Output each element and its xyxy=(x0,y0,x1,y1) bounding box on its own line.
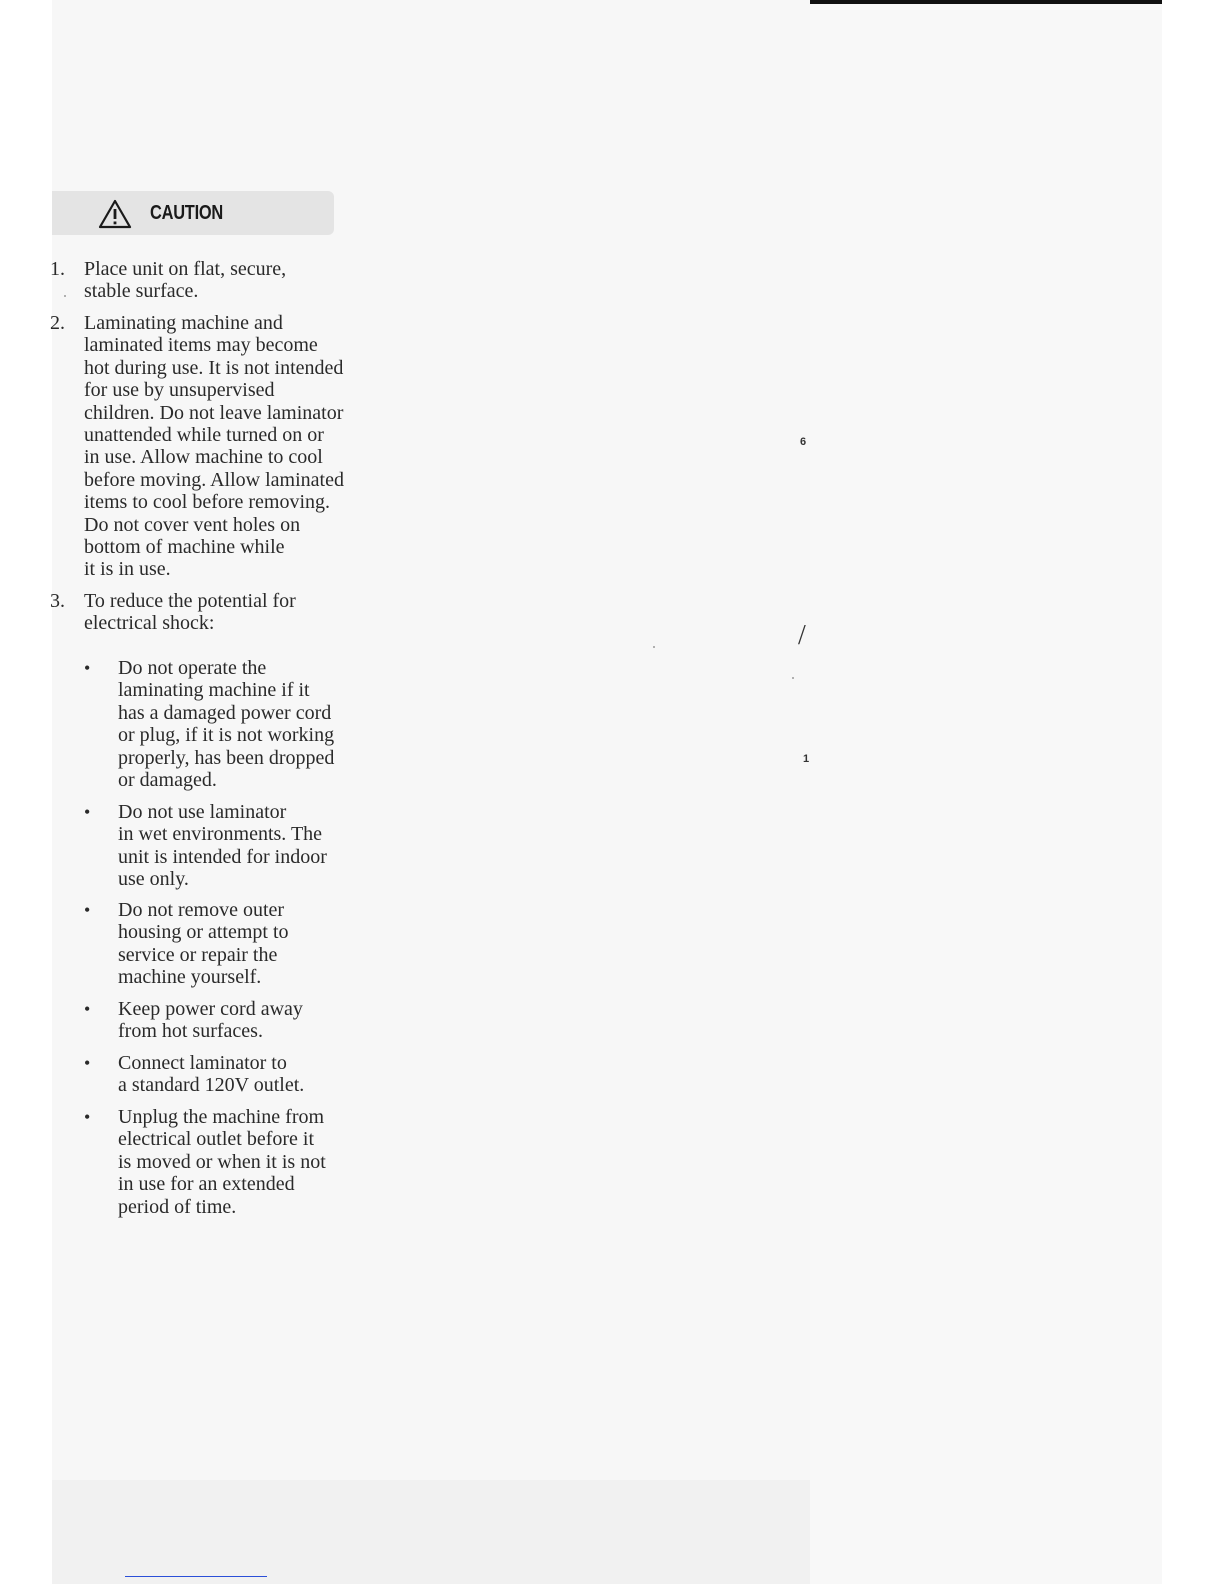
footer-link-underline xyxy=(125,1576,267,1577)
bullet-item-5: Connect laminator to a standard 120V outlet. xyxy=(118,1052,305,1097)
top-rule xyxy=(810,0,1162,4)
bullet-marker: • xyxy=(84,900,91,920)
item-number-2: 2. xyxy=(50,312,65,334)
item-number-1: 1. xyxy=(50,258,65,280)
item-text-1: Place unit on flat, secure, stable surface. xyxy=(84,258,287,303)
bullet-marker: • xyxy=(84,999,91,1019)
item-text-2: Laminating machine and laminated items may become hot during use. It is not intended for use by unsupervised children. Do not leave laminator unattended while turned on or in use. Allow machine to cool before moving. Allow laminated items to cool before removing. Do not cover vent holes on bottom of machine while it is in use. xyxy=(84,312,344,581)
bullet-marker: • xyxy=(84,658,91,678)
scan-speck xyxy=(653,646,655,648)
right-margin xyxy=(1162,0,1224,1584)
bottom-band xyxy=(52,1480,810,1584)
warning-triangle-icon xyxy=(98,199,132,229)
bullet-marker: • xyxy=(84,802,91,822)
item-number-3: 3. xyxy=(50,590,65,612)
stray-mark-six: 6 xyxy=(800,436,807,448)
left-margin xyxy=(0,0,52,1584)
right-page xyxy=(810,0,1162,1584)
bullet-item-3: Do not remove outer housing or attempt to service or repair the machine yourself. xyxy=(118,899,289,989)
bullet-marker: • xyxy=(84,1107,91,1127)
bullet-item-2: Do not use laminator in wet environments. The unit is intended for indoor use only. xyxy=(118,801,327,891)
bullet-item-1: Do not operate the laminating machine if it has a damaged power cord or plug, if it is not working properly, has been dropped or damaged. xyxy=(118,657,335,792)
caution-header xyxy=(52,191,334,235)
left-page xyxy=(52,0,810,1584)
bullet-item-6: Unplug the machine from electrical outlet before it is moved or when it is not in use for an extended period of time. xyxy=(118,1106,326,1218)
item-text-3: To reduce the potential for electrical shock: xyxy=(84,590,296,635)
caution-title: CAUTION xyxy=(150,202,223,224)
bullet-item-4: Keep power cord away from hot surfaces. xyxy=(118,998,303,1043)
scan-speck xyxy=(64,295,66,297)
stray-mark-slash: / xyxy=(798,620,806,651)
stray-mark-one: 1 xyxy=(803,753,810,765)
bullet-marker: • xyxy=(84,1053,91,1073)
scan-speck xyxy=(792,677,794,679)
